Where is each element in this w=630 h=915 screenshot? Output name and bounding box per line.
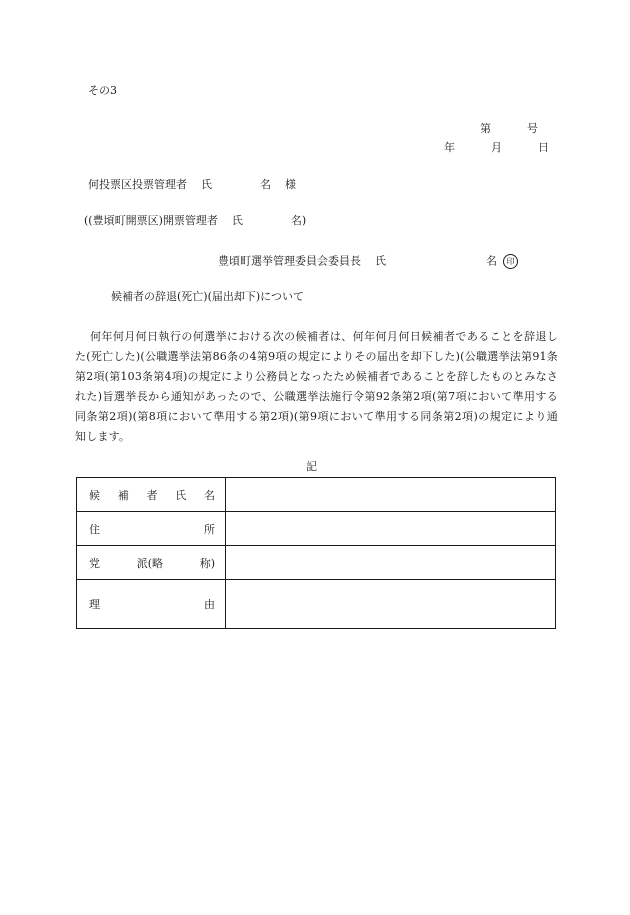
body-paragraph: 何年何月何日執行の何選挙における次の候補者は、何年何月何日候補者であることを辞退した(死亡した)(公職選挙法第86条の4第9項の規定によりその届出を却下した)(公職選挙法第91条第2項(第103条第4項)の規定により公務員となったため候補者であることを辞したものとみなされた)旨選挙長から通知があったので、公職選挙法施行令第92条第2項(第7項において準用する同条第2項)(第8項において準用する第2項)(第9項において準用する同条第2項)の規定により通知します。 bbox=[75, 330, 558, 443]
sender-mei: 名 bbox=[486, 254, 497, 268]
ki-heading: 記 bbox=[306, 460, 317, 473]
form-label: その3 bbox=[88, 84, 117, 97]
addressee-shi: 氏 bbox=[201, 178, 212, 191]
sender-title: 豊頃町選挙管理委員会委員長 bbox=[218, 254, 361, 268]
label-candidate-name: 候 補 者 氏 名 bbox=[77, 478, 226, 512]
addressee-sama: 様 bbox=[285, 178, 296, 191]
table-row-candidate-name bbox=[77, 478, 556, 512]
subject-line: 候補者の辞退(死亡)(届出却下)について bbox=[111, 290, 304, 303]
number-dai: 第 bbox=[480, 122, 491, 135]
label-address: 住 所 bbox=[77, 512, 226, 546]
label-party: 党 派(略 称) bbox=[77, 546, 226, 580]
number-gou: 号 bbox=[527, 122, 538, 135]
value-reason[interactable] bbox=[226, 580, 556, 629]
addressee-line-2 bbox=[84, 214, 306, 228]
seal-icon: 印 bbox=[503, 254, 518, 269]
addressee-title: 何投票区投票管理者 bbox=[88, 178, 187, 191]
date-year: 年 bbox=[444, 141, 455, 154]
table-row-address bbox=[77, 512, 556, 546]
label-reason: 理 由 bbox=[77, 580, 226, 629]
sender-shi: 氏 bbox=[375, 254, 386, 268]
table-row-party bbox=[77, 546, 556, 580]
value-address[interactable] bbox=[226, 512, 556, 546]
document-date-line bbox=[444, 141, 549, 155]
value-candidate-name[interactable] bbox=[226, 478, 556, 512]
document-number-line bbox=[480, 122, 538, 136]
addressee-mei: 名 bbox=[260, 178, 271, 191]
addressee-alt-title: ((豊頃町開票区)開票管理者 bbox=[84, 214, 218, 227]
table-row-reason bbox=[77, 580, 556, 629]
addressee-alt-shi: 氏 bbox=[231, 214, 243, 227]
addressee-line-1 bbox=[88, 178, 296, 192]
date-month: 月 bbox=[491, 141, 502, 154]
addressee-alt-mei: 名) bbox=[290, 214, 307, 227]
value-party[interactable] bbox=[226, 546, 556, 580]
candidate-info-table bbox=[76, 477, 556, 629]
date-day: 日 bbox=[538, 141, 549, 154]
sender-line bbox=[218, 254, 518, 269]
